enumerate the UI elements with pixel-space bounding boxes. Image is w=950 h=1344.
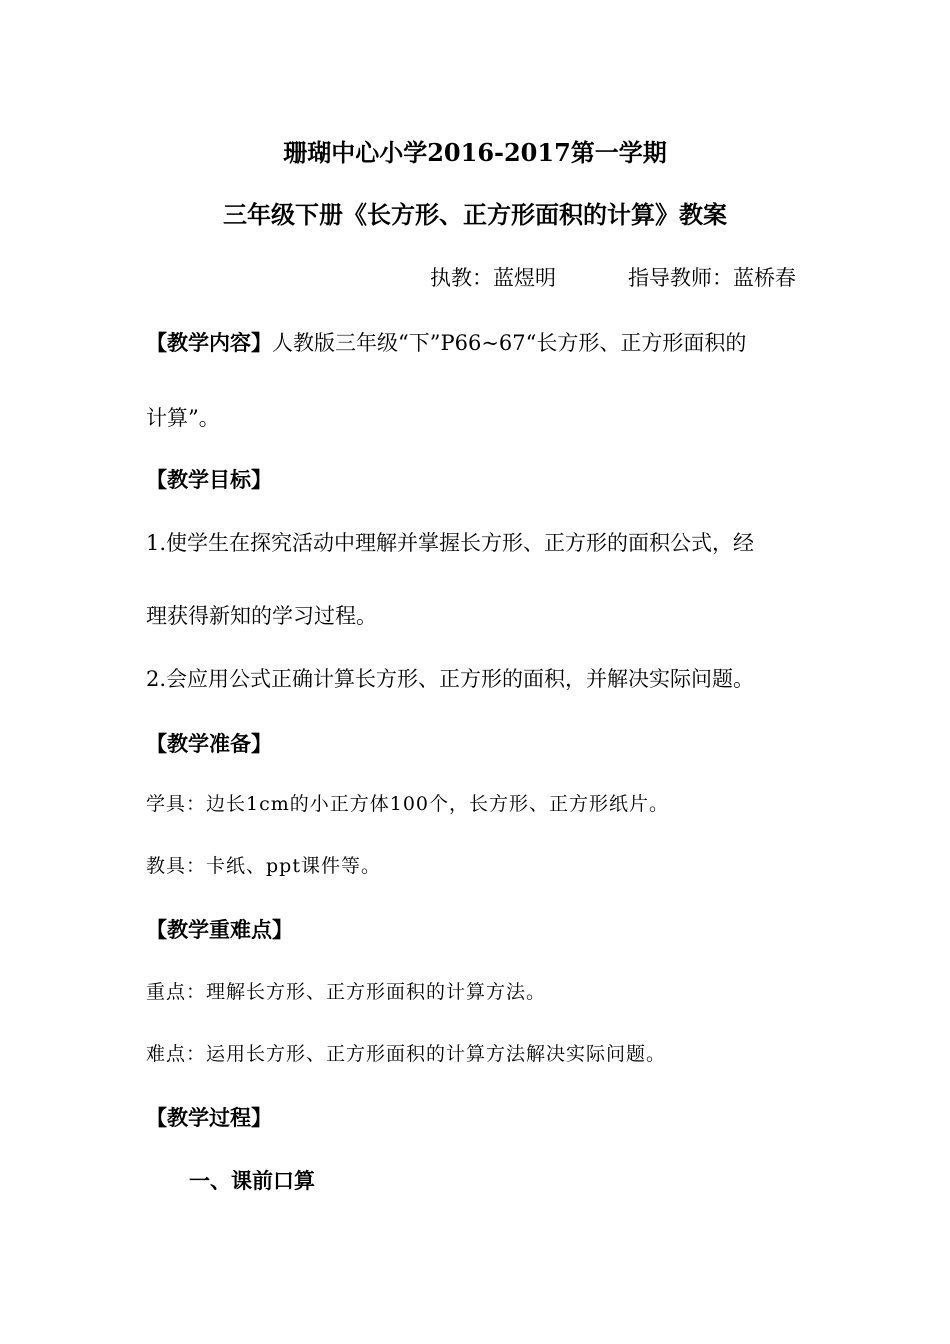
focus-point: 重点：理解长方形、正方形面积的计算方法。 <box>146 981 547 1003</box>
key-points-heading: 【教学重难点】 <box>146 917 293 942</box>
advisor-credit: 指导教师：蓝桥春 <box>628 266 796 290</box>
difficulty-point: 难点：运用长方形、正方形面积的计算方法解决实际问题。 <box>146 1043 667 1065</box>
process-step-1: 一、课前口算 <box>189 1168 315 1193</box>
process-heading: 【教学过程】 <box>146 1105 272 1130</box>
teacher-credit: 执教：蓝煜明 <box>430 266 556 290</box>
lesson-title: 三年级下册《长方形、正方形面积的计算》教案 <box>223 200 727 229</box>
teacher-tools: 教具：卡纸、ppt课件等。 <box>146 855 381 877</box>
document-title: 珊瑚中心小学2016-2017第一学期 <box>283 138 667 167</box>
content-heading: 【教学内容】 <box>146 330 272 355</box>
student-tools: 学具：边长1cm的小正方体100个，长方形、正方形纸片。 <box>146 793 670 815</box>
content-text-continued: 计算”。 <box>146 406 220 430</box>
objectives-heading: 【教学目标】 <box>146 467 272 492</box>
content-section <box>146 332 746 354</box>
objective-item-1-continued: 理获得新知的学习过程。 <box>146 604 377 628</box>
objective-item-1: 1.使学生在探究活动中理解并掌握长方形、正方形的面积公式，经 <box>146 531 755 555</box>
content-text: 人教版三年级“下”P66~67“长方形、正方形面积的 <box>272 331 747 355</box>
preparation-heading: 【教学准备】 <box>146 731 272 756</box>
objective-item-2: 2.会应用公式正确计算长方形、正方形的面积，并解决实际问题。 <box>146 667 755 691</box>
